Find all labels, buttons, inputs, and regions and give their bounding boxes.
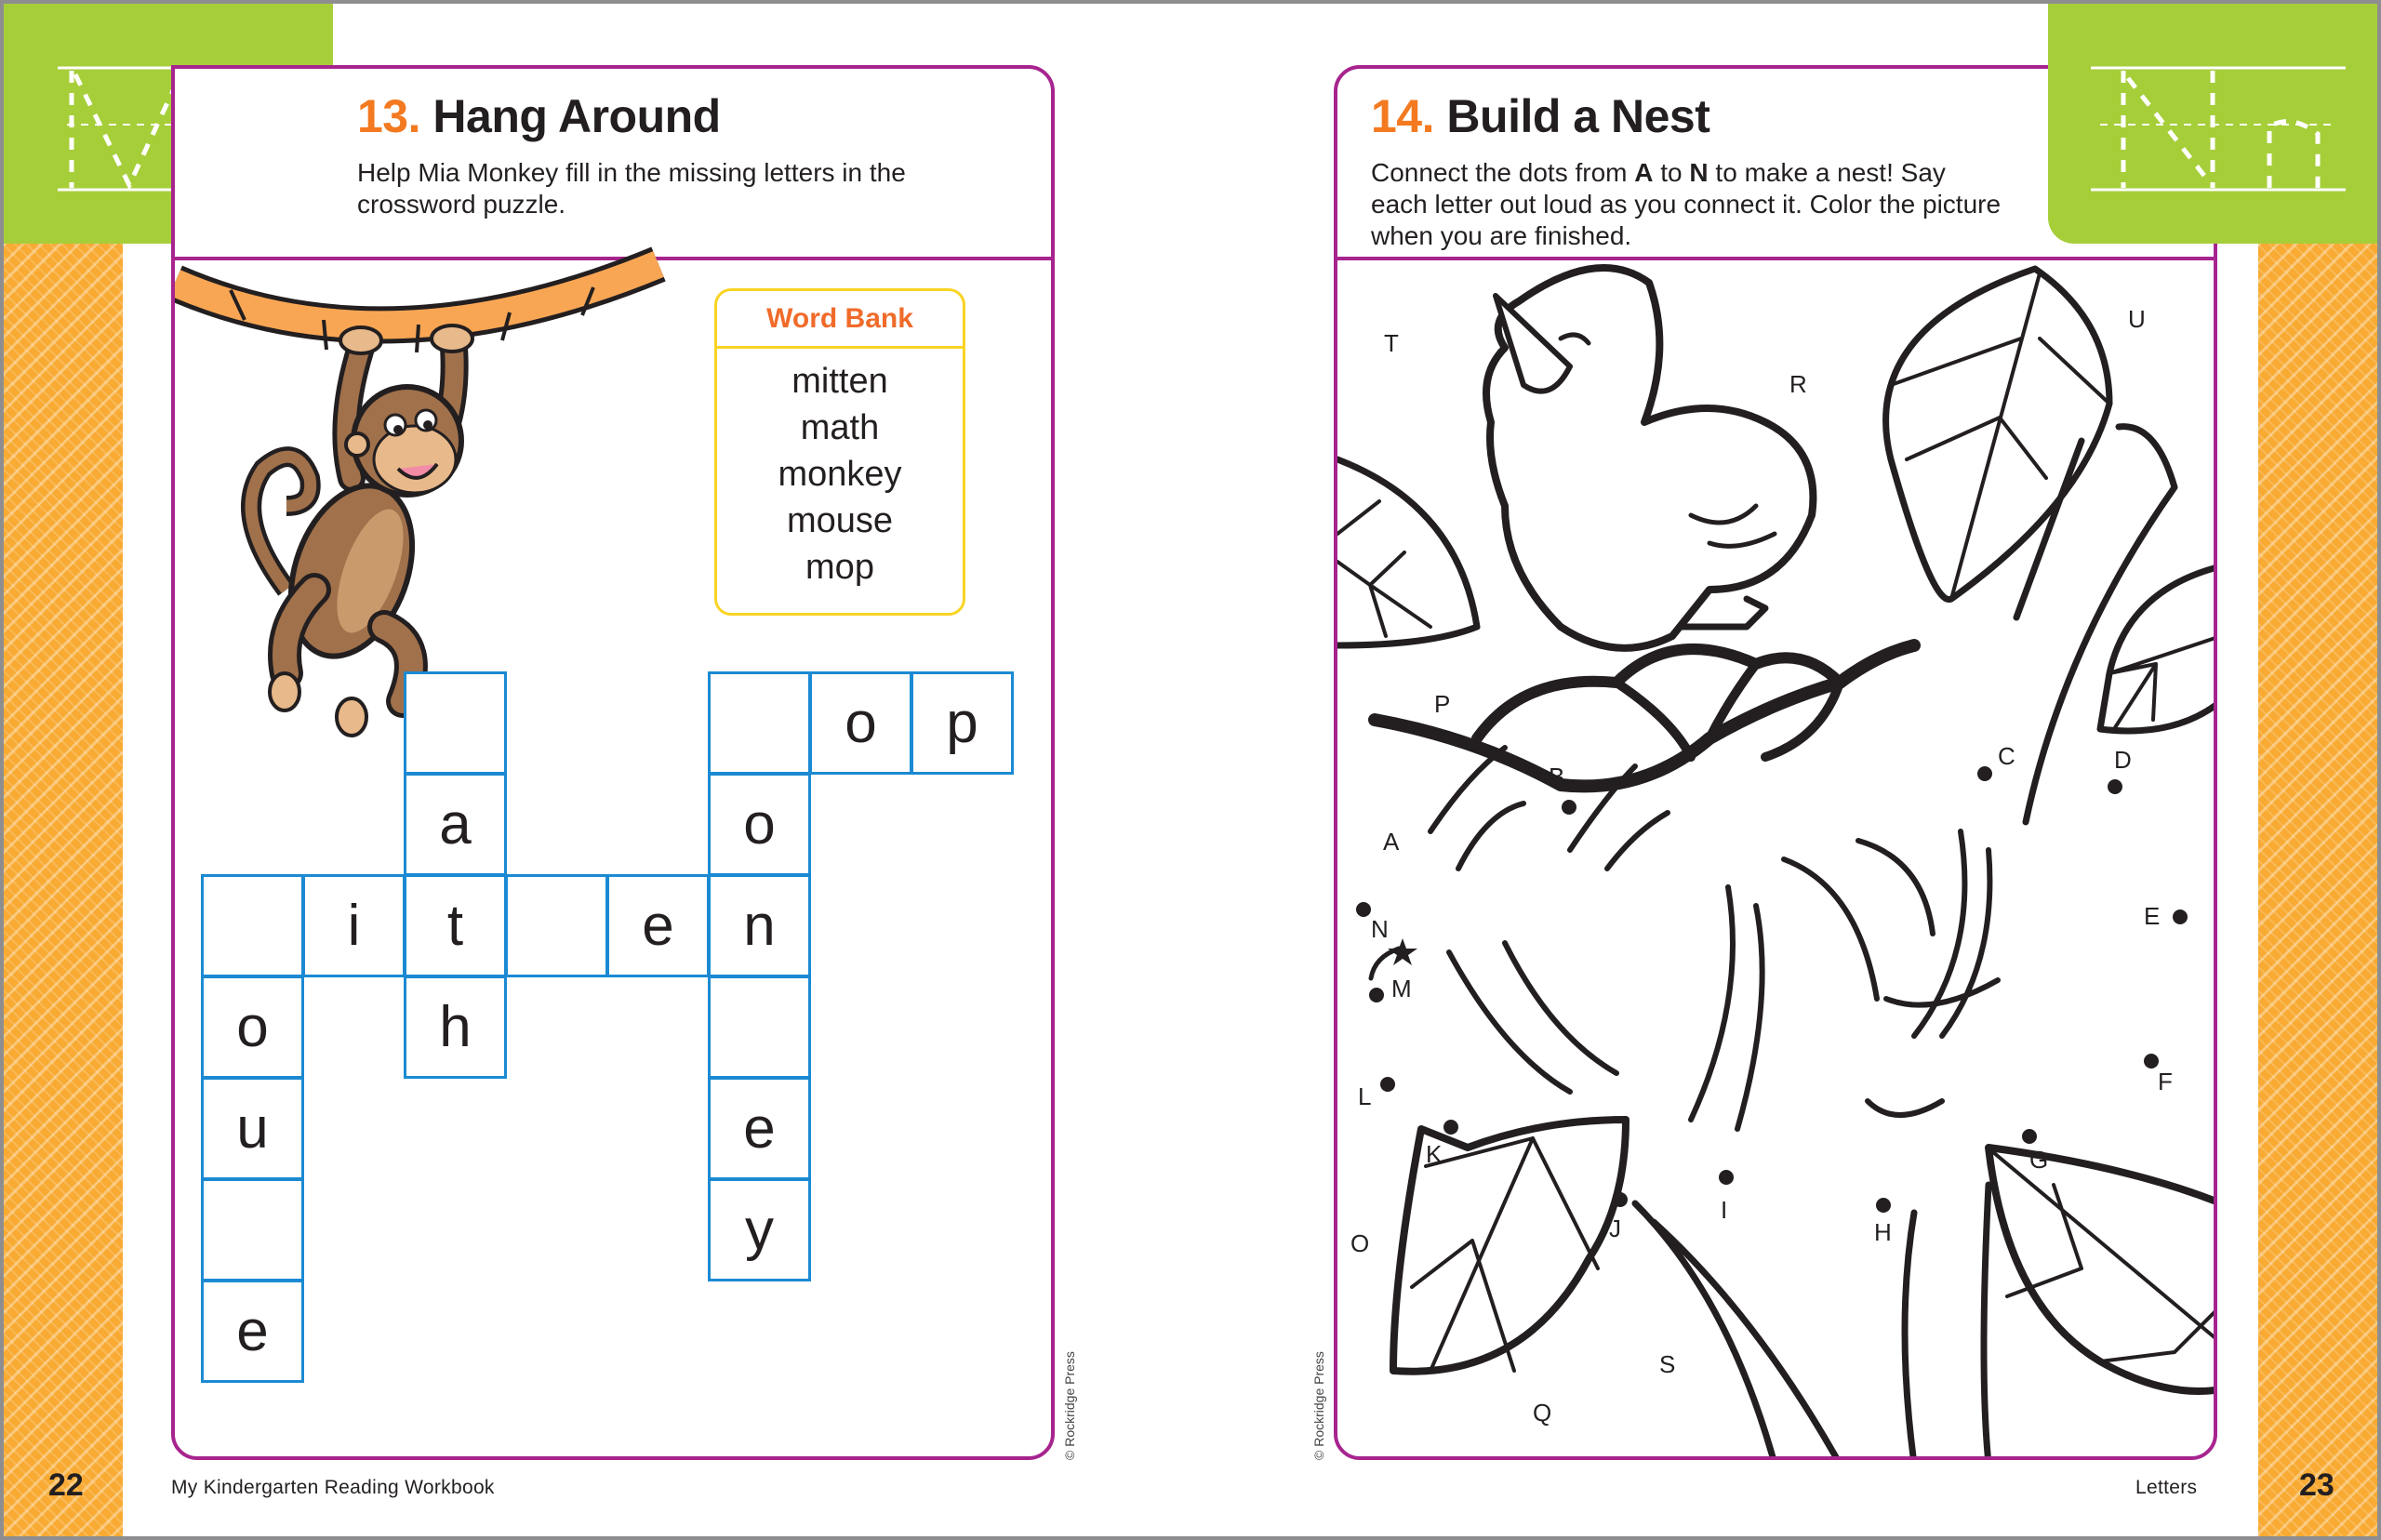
page-number-right: 23 <box>2299 1467 2334 1503</box>
crossword-cell[interactable]: h <box>404 976 507 1079</box>
dot-label-t: T <box>1384 329 1399 357</box>
crossword-cell[interactable]: i <box>302 874 406 977</box>
activity-title-text: Build a Nest <box>1446 90 1710 142</box>
dot-point-i[interactable] <box>1719 1170 1734 1185</box>
dot-point-l[interactable] <box>1380 1077 1395 1092</box>
dot-label-s: S <box>1659 1350 1676 1378</box>
dot-label-b: B <box>1549 763 1565 790</box>
dot-label-n: N <box>1371 915 1389 943</box>
dot-point-k[interactable] <box>1443 1120 1458 1135</box>
activity-number: 14. <box>1371 90 1435 142</box>
dot-label-q: Q <box>1533 1399 1552 1427</box>
dot-label-u: U <box>2128 305 2146 333</box>
activity-title-text: Hang Around <box>432 90 721 142</box>
letter-tab-nn <box>2048 4 2377 244</box>
copyright-right: © Rockridge Press <box>1311 1351 1326 1460</box>
activity-instructions: Help Mia Monkey fill in the missing letters in the crossword puzzle. <box>357 158 906 219</box>
dot-point-a[interactable] <box>1356 902 1371 917</box>
dot-label-k: K <box>1426 1140 1443 1168</box>
running-head-left: My Kindergarten Reading Workbook <box>171 1477 495 1498</box>
dot-point-d[interactable] <box>2108 779 2122 794</box>
crossword-cell[interactable]: n <box>708 874 811 977</box>
workbook-spread <box>4 4 2377 1536</box>
word-bank <box>714 288 965 616</box>
crossword-cell[interactable]: e <box>606 874 710 977</box>
dot-point-c[interactable] <box>1977 766 1992 781</box>
word-bank-item: mouse <box>786 501 894 540</box>
dot-point-b[interactable] <box>1562 800 1576 815</box>
dot-label-a: A <box>1383 828 1400 856</box>
dot-point-e[interactable] <box>2173 909 2188 924</box>
dot-label-o: O <box>1350 1229 1370 1257</box>
crossword-cell[interactable]: y <box>708 1178 811 1281</box>
activity-panel-build-a-nest <box>1334 65 2217 1460</box>
dot-label-g: G <box>2029 1146 2049 1174</box>
crossword-cell[interactable]: a <box>404 773 507 876</box>
word-bank-list <box>717 349 963 591</box>
crossword-cell[interactable]: p <box>911 671 1014 775</box>
dot-label-r: R <box>1789 370 1807 398</box>
dot-label-c: C <box>1998 742 2015 770</box>
crossword-cell-blank[interactable] <box>708 976 811 1079</box>
crossword-cell[interactable]: t <box>404 874 507 977</box>
crossword-cell[interactable]: e <box>708 1077 811 1180</box>
word-bank-title: Word Bank <box>717 291 963 349</box>
dot-label-f: F <box>2158 1068 2173 1095</box>
dot-label-p: P <box>1434 690 1451 718</box>
word-bank-item: mop <box>805 548 874 587</box>
word-bank-item: monkey <box>778 455 902 494</box>
crossword-cell-blank[interactable] <box>404 671 507 775</box>
crossword-cell-blank[interactable] <box>708 671 811 775</box>
dot-label-j: J <box>1609 1215 1621 1242</box>
page-number-left: 22 <box>48 1467 84 1503</box>
instr-text: to <box>1653 158 1690 187</box>
dot-point-h[interactable] <box>1876 1198 1891 1213</box>
dot-label-e: E <box>2144 902 2161 930</box>
crossword-cell[interactable]: o <box>201 976 304 1079</box>
crossword-cell-blank[interactable] <box>201 1178 304 1281</box>
dot-label-m: M <box>1391 975 1412 1002</box>
instr-letter-n: N <box>1689 158 1709 187</box>
crossword-cell-blank[interactable] <box>201 874 304 977</box>
tracing-letters-nn-icon <box>2048 4 2377 244</box>
dot-point-j[interactable] <box>1613 1192 1628 1207</box>
instr-letter-a: A <box>1634 158 1654 187</box>
crossword-cell[interactable]: e <box>201 1280 304 1383</box>
dot-label-i: I <box>1721 1196 1728 1224</box>
word-bank-item: mitten <box>791 362 888 401</box>
dot-label-h: H <box>1874 1218 1892 1246</box>
instr-text: to make a nest! Say each letter out loud as you connect it. Color the picture when you are finished. <box>1371 158 2002 250</box>
dot-label-d: D <box>2114 746 2132 774</box>
crossword-cell[interactable]: o <box>708 773 811 876</box>
instr-text: Connect the dots from <box>1371 158 1635 187</box>
bird-nest-illustration-icon <box>1337 69 2217 1460</box>
activity-panel-hang-around <box>171 65 1055 1460</box>
dot-point-f[interactable] <box>2144 1054 2159 1069</box>
crossword-cell-blank[interactable] <box>505 874 608 977</box>
crossword-cell[interactable]: u <box>201 1077 304 1180</box>
running-head-right: Letters <box>2135 1477 2198 1498</box>
copyright-left: © Rockridge Press <box>1062 1351 1077 1460</box>
dot-point-m[interactable] <box>1369 988 1384 1002</box>
activity-number: 13. <box>357 90 421 142</box>
dot-point-g[interactable] <box>2022 1129 2037 1144</box>
crossword-cell[interactable]: o <box>809 671 912 775</box>
word-bank-item: math <box>800 408 880 447</box>
dot-label-l: L <box>1358 1082 1372 1110</box>
